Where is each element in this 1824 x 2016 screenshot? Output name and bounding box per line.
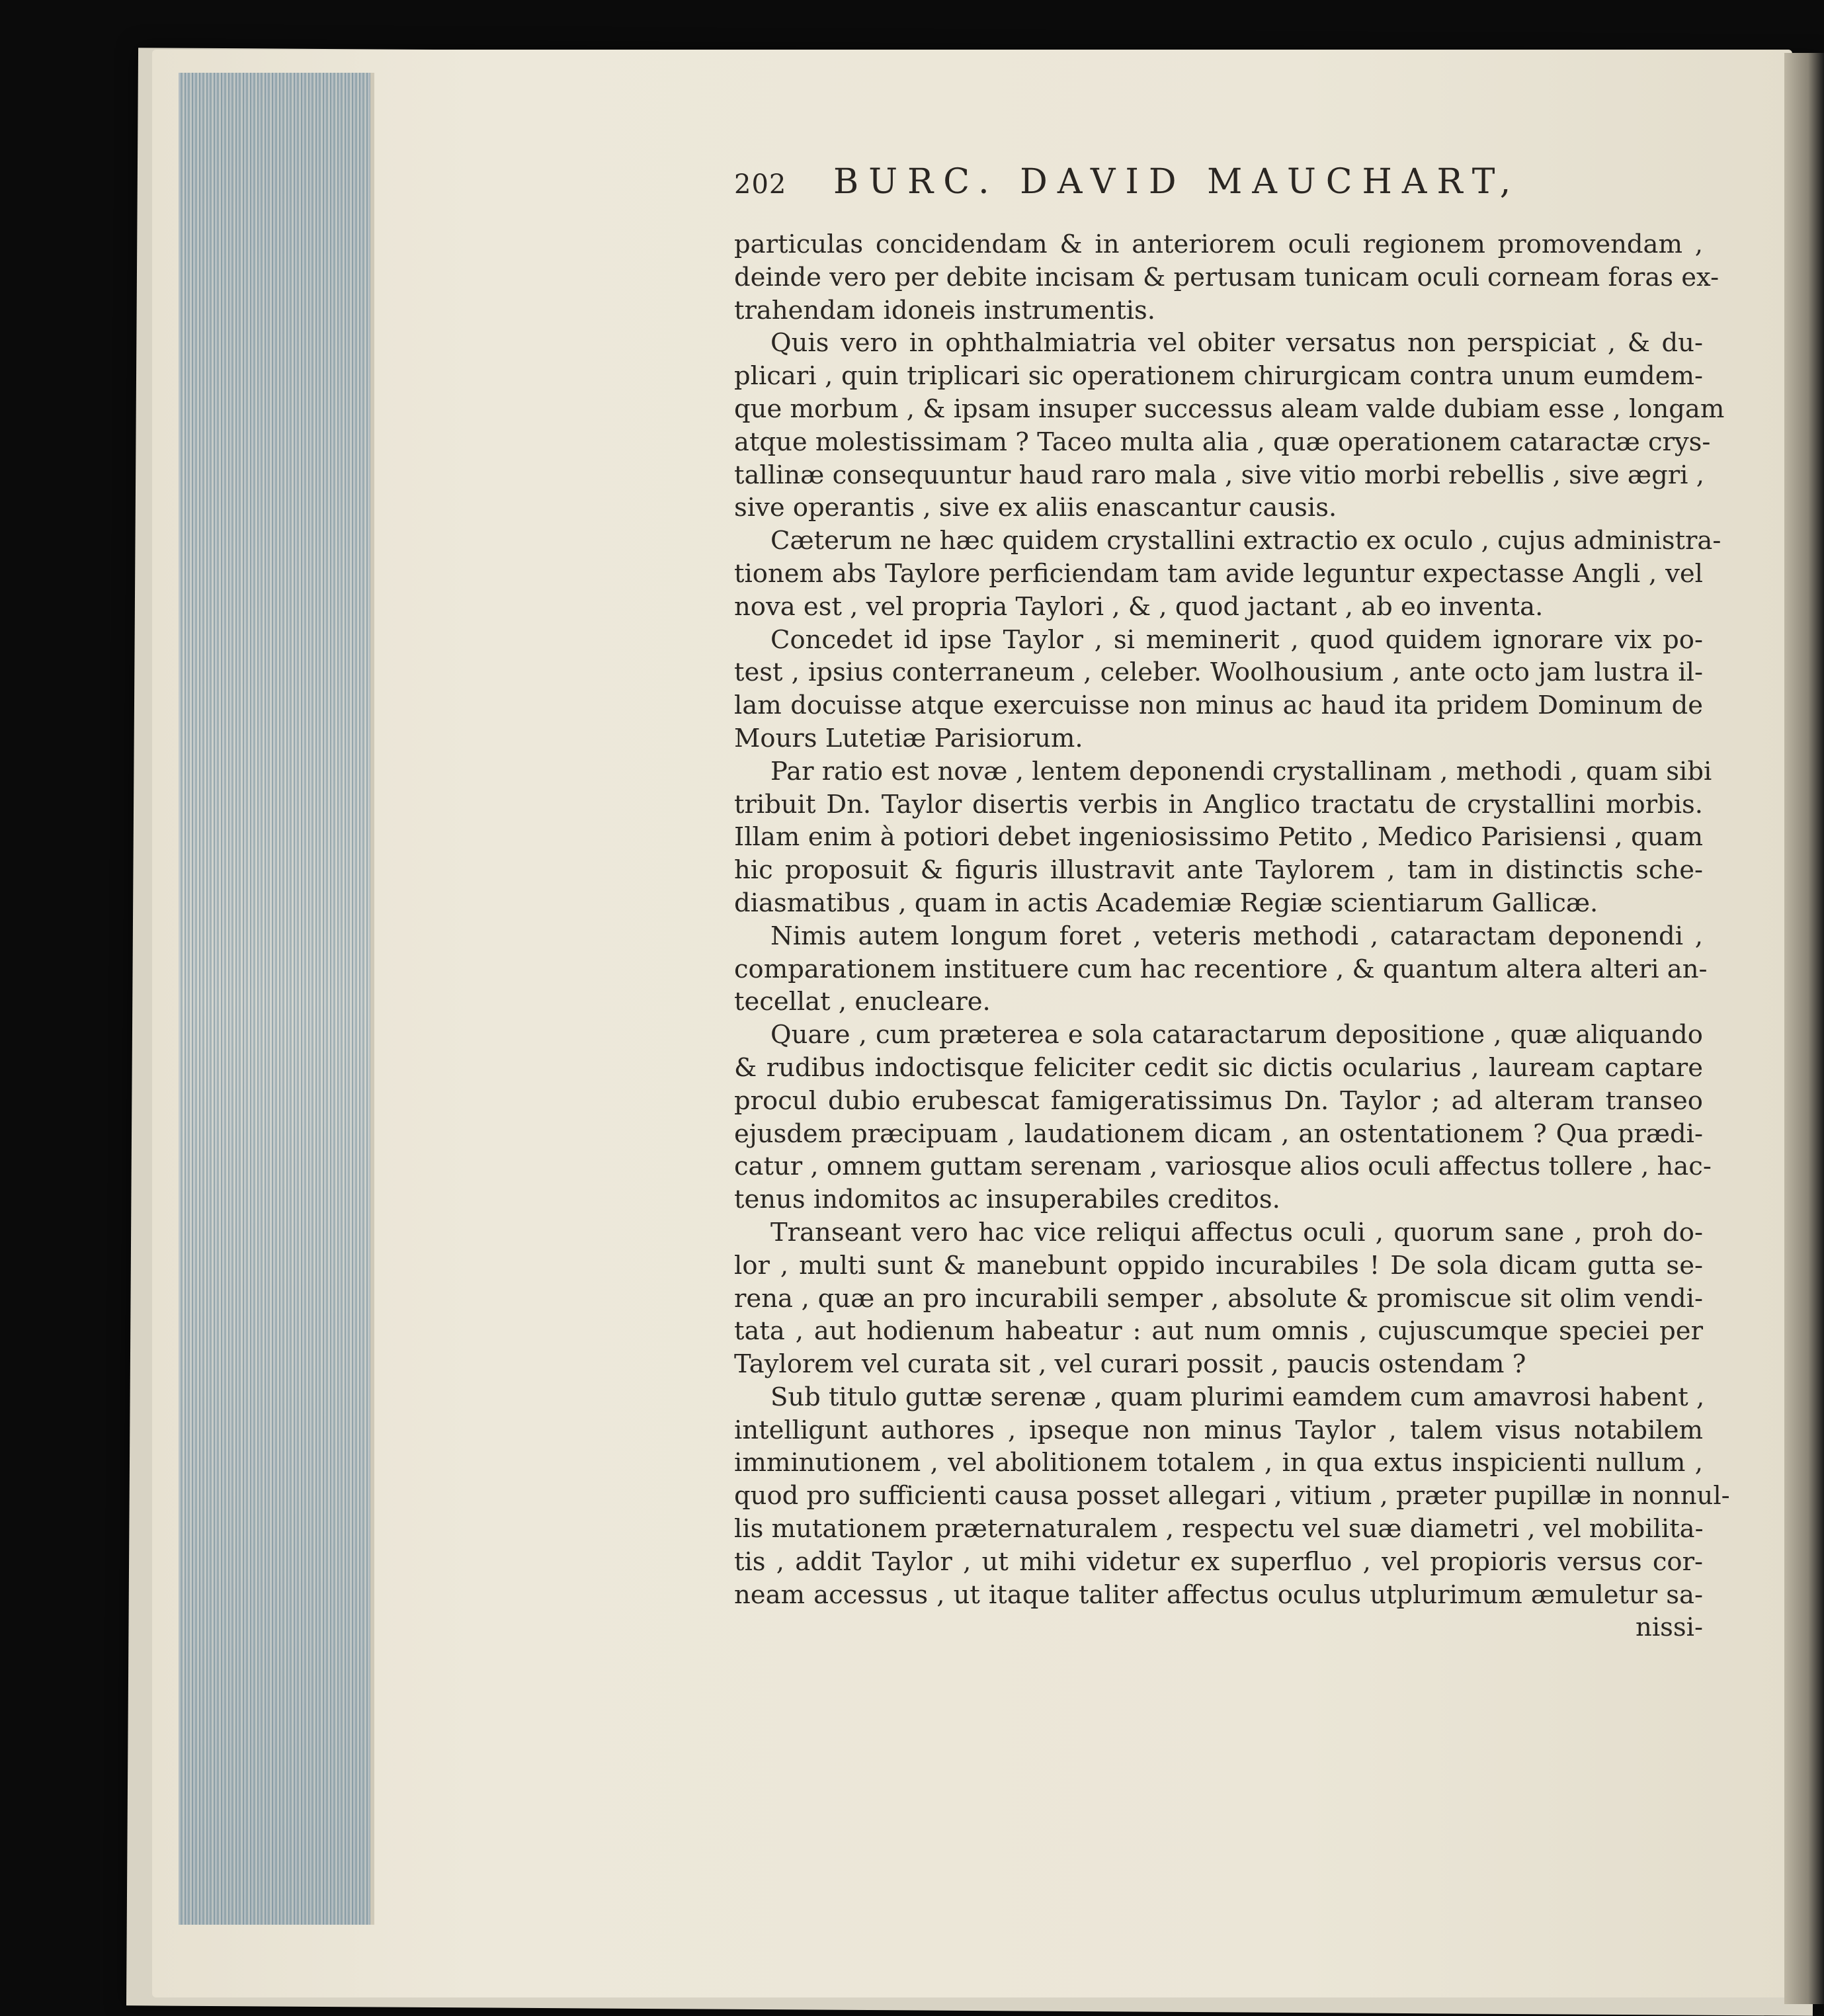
page-number: 202 [734,169,787,200]
text-line: lam docuisse atque exercuisse non minus ac haud ita pridem Dominum de [734,691,1703,721]
text-line: & rudibus indoctisque feliciter cedit sic dictis ocularius , lauream captare [734,1052,1703,1083]
text-line: tribuit Dn. Taylor disertis verbis in Anglico tractatu de crystallini morbis. [734,789,1703,819]
text-line: Par ratio est novæ , lentem deponendi crystallinam , methodi , quam sibi [770,756,1712,786]
text-line: Concedet id ipse Taylor , si meminerit , quod quidem ignorare vix po- [770,624,1703,655]
text-line: quod pro sufficienti causa posset allegari , vitium , præter pupillæ in nonnul- [734,1481,1730,1511]
text-line: tecellat , enucleare. [734,987,991,1017]
text-line: plicari , quin triplicari sic operationem chirurgicam contra unum eumdem- [734,361,1703,392]
text-line: hic proposuit & figuris illustravit ante Taylorem , tam in distinctis sche- [734,855,1703,886]
text-line: imminutionem , vel abolitionem totalem , in qua extus inspicienti nullum , [734,1448,1703,1478]
text-line: trahendam idoneis instrumentis. [734,295,1155,325]
text-line: Quare , cum præterea e sola cataractarum depositione , quæ aliquando [770,1020,1703,1050]
text-line: lis mutationem præternaturalem , respectu vel suæ diametri , vel mobilita- [734,1514,1704,1544]
text-line: rena , quæ an pro incurabili semper , absolute & promiscue sit olim vendi- [734,1283,1703,1314]
text-line: Sub titulo guttæ serenæ , quam plurimi eamdem cum amavrosi habent , [770,1382,1705,1412]
text-line: que morbum , & ipsam insuper successus aleam valde dubiam esse , longam [734,394,1725,424]
page-header [734,162,1703,215]
text-line: tata , aut hodienum habeatur : aut num omnis , cujuscumque speciei per [734,1316,1703,1347]
text-line: tionem abs Taylore perficiendam tam avide leguntur expectasse Angli , vel [734,558,1703,589]
page-text [734,162,1730,1644]
running-head: BURC. DAVID MAUCHART, [833,162,1521,202]
text-line: Transeant vero hac vice reliqui affectus oculi , quorum sane , proh do- [770,1217,1703,1247]
text-line: diasmatibus , quam in actis Academiæ Regiæ scientiarum Gallicæ. [734,888,1598,918]
text-line: ejusdem præcipuam , laudationem dicam , an ostentationem ? Qua prædi- [734,1118,1703,1149]
text-line: Quis vero in ophthalmiatria vel obiter versatus non perspiciat , & du- [770,328,1703,358]
text-line: neam accessus , ut itaque taliter affectus oculus utplurimum æmuletur sa- [734,1579,1703,1610]
text-line: tenus indomitos ac insuperabiles creditos. [734,1185,1280,1215]
text-line: Taylorem vel curata sit , vel curari possit , paucis ostendam ? [734,1349,1526,1380]
text-line: particulas concidendam & in anteriorem oculi regionem promovendam , [734,230,1703,259]
text-line: Mours Lutetiæ Parisiorum. [734,723,1083,753]
facing-page-edge [1784,53,1824,2004]
text-line: deinde vero per debite incisam & pertusam tunicam oculi corneam foras ex- [734,262,1720,292]
text-line: catur , omnem guttam serenam , variosque alios oculi affectus tollere , hac- [734,1152,1712,1182]
text-line: test , ipsius conterraneum , celeber. Woolhousium , ante octo jam lustra il- [734,657,1703,688]
text-line: sive operantis , sive ex aliis enascantur causis. [734,493,1337,523]
text-line: tis , addit Taylor , ut mihi videtur ex superfluo , vel propioris versus cor- [734,1546,1703,1577]
text-line: Illam enim à potiori debet ingeniosissimo Petito , Medico Parisiensi , quam [734,822,1703,853]
text-line: Cæterum ne hæc quidem crystallini extractio ex oculo , cujus administra- [770,526,1721,556]
catchword: nissi- [1636,1613,1703,1643]
text-line: Nimis autem longum foret , veteris methodi , cataractam deponendi , [770,921,1703,951]
text-line: tallinæ consequuntur haud raro mala , sive vitio morbi rebellis , sive ægri , [734,460,1704,490]
body-text [734,228,1730,1644]
text-line: nova est , vel propria Taylori , & , quod jactant , ab eo inventa. [734,591,1544,622]
text-line: procul dubio erubescat famigeratissimus Dn. Taylor ; ad alteram transeo [734,1085,1703,1116]
page-edges-fore-edge [179,73,374,1925]
text-line: comparationem instituere cum hac recentiore , & quantum altera alteri an- [734,954,1708,984]
text-line: atque molestissimam ? Taceo multa alia , quæ operationem cataractæ crys- [734,427,1711,457]
text-line: intelligunt authores , ipseque non minus Taylor , talem visus notabilem [734,1415,1703,1445]
text-line: lor , multi sunt & manebunt oppido incurabiles ! De sola dicam gutta se- [734,1250,1703,1281]
